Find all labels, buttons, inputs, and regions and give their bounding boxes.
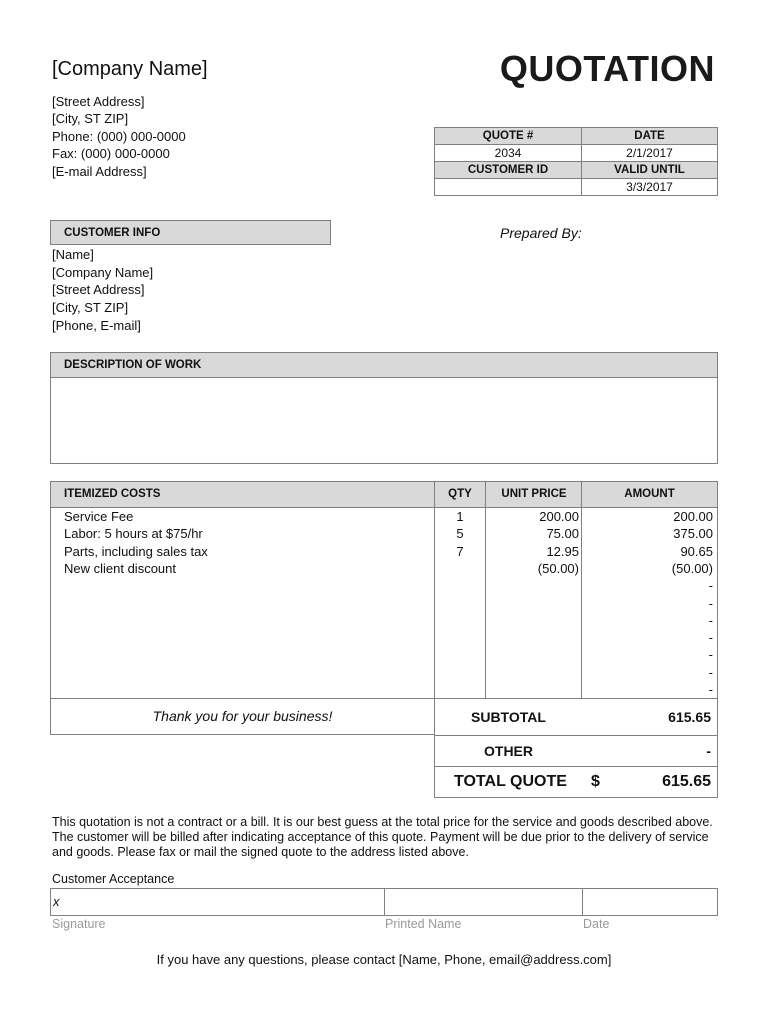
disclaimer-text: This quotation is not a contract or a bill. It is our best guess at the total price for the service and goods described above. The customer will be billed after indicating acceptance of this quote. Payment will be due prior to the delivery of service and goods. Please fax or mail the signed quote to the address listed above. — [52, 815, 713, 859]
date-value[interactable]: 2/1/2017 — [582, 145, 718, 162]
printed-name-label: Printed Name — [385, 917, 462, 931]
company-name: [Company Name] — [52, 58, 208, 80]
company-fax: Fax: (000) 000-0000 — [52, 146, 170, 161]
printed-name-field[interactable] — [385, 889, 582, 915]
item-amount[interactable]: - — [708, 595, 713, 611]
item-amount[interactable]: - — [708, 630, 713, 646]
table-row — [51, 612, 717, 630]
item-description[interactable]: New client discount — [64, 560, 176, 576]
item-amount[interactable]: 200.00 — [673, 509, 713, 524]
item-amount[interactable]: 90.65 — [680, 543, 713, 559]
table-row — [51, 543, 717, 561]
company-street: [Street Address] — [52, 94, 145, 109]
company-phone: Phone: (000) 000-0000 — [52, 129, 186, 144]
table-row — [51, 595, 717, 613]
quote-number-value[interactable]: 2034 — [435, 145, 582, 162]
itemized-costs-table — [50, 481, 718, 699]
date-label: DATE — [582, 128, 718, 145]
table-row — [51, 681, 717, 699]
total-quote-label: TOTAL QUOTE — [454, 773, 567, 790]
other-label: OTHER — [484, 743, 533, 759]
items-qty-header: QTY — [448, 488, 472, 500]
signature-label: Signature — [52, 917, 106, 931]
item-description[interactable]: Service Fee — [64, 509, 134, 524]
signature-mark: x — [53, 894, 60, 909]
customer-name[interactable]: [Name] — [52, 247, 94, 262]
item-unit-price[interactable]: 200.00 — [539, 509, 579, 524]
subtotal-value: 615.65 — [668, 709, 711, 725]
item-unit-price[interactable]: 12.95 — [546, 543, 579, 559]
total-quote-value: 615.65 — [662, 773, 711, 790]
thank-you-message: Thank you for your business! — [50, 698, 435, 735]
customer-info-header: CUSTOMER INFO — [50, 220, 331, 245]
item-amount[interactable]: - — [708, 664, 713, 680]
totals-divider — [435, 766, 717, 767]
items-amount-header: AMOUNT — [624, 488, 675, 500]
item-description[interactable]: Labor: 5 hours at $75/hr — [64, 526, 203, 542]
item-unit-price[interactable]: 75.00 — [546, 526, 579, 542]
subtotal-label: SUBTOTAL — [471, 709, 546, 725]
other-value[interactable]: - — [706, 743, 711, 759]
items-description-header: ITEMIZED COSTS — [64, 488, 161, 500]
item-qty[interactable]: 1 — [456, 509, 464, 524]
item-amount[interactable]: 375.00 — [673, 526, 713, 542]
item-qty[interactable]: 5 — [456, 526, 464, 542]
customer-acceptance-label: Customer Acceptance — [52, 872, 175, 886]
table-row — [51, 577, 717, 595]
table-row — [51, 525, 717, 543]
signature-field[interactable] — [51, 889, 384, 915]
prepared-by-label: Prepared By: — [500, 225, 582, 241]
item-amount[interactable]: - — [708, 682, 713, 697]
currency-symbol: $ — [591, 773, 600, 790]
totals-divider — [435, 735, 717, 736]
quote-info-table — [434, 127, 718, 196]
customer-id-value[interactable] — [435, 179, 582, 196]
customer-street[interactable]: [Street Address] — [52, 282, 145, 297]
customer-city[interactable]: [City, ST ZIP] — [52, 300, 129, 315]
description-of-work-body[interactable] — [51, 378, 717, 464]
document-title: QUOTATION — [499, 48, 715, 89]
item-amount[interactable]: - — [708, 612, 713, 628]
items-unit-price-header: UNIT PRICE — [501, 488, 567, 500]
table-row — [51, 664, 717, 682]
description-of-work-box — [50, 352, 718, 464]
acceptance-fields — [50, 888, 718, 916]
table-row — [51, 646, 717, 664]
company-email: [E-mail Address] — [52, 164, 147, 179]
item-amount[interactable]: - — [708, 647, 713, 663]
item-description[interactable]: Parts, including sales tax — [64, 543, 208, 559]
item-amount[interactable]: (50.00) — [671, 560, 713, 576]
quote-number-label: QUOTE # — [435, 128, 582, 145]
acceptance-date-label: Date — [583, 917, 610, 931]
valid-until-value[interactable]: 3/3/2017 — [582, 179, 718, 196]
description-of-work-header: DESCRIPTION OF WORK — [51, 353, 717, 378]
contact-line: If you have any questions, please contact [Name, Phone, email@address.com] — [156, 952, 612, 967]
table-row — [51, 560, 717, 578]
company-city: [City, ST ZIP] — [52, 111, 129, 126]
customer-company[interactable]: [Company Name] — [52, 265, 154, 280]
valid-until-label: VALID UNTIL — [582, 162, 718, 179]
item-qty[interactable]: 7 — [456, 543, 464, 559]
table-row — [51, 508, 717, 526]
item-amount[interactable]: - — [708, 578, 713, 594]
itemized-costs-header-row — [51, 482, 717, 508]
customer-id-label: CUSTOMER ID — [435, 162, 582, 179]
table-row — [51, 629, 717, 647]
acceptance-date-field[interactable] — [583, 889, 717, 915]
totals-box — [434, 698, 718, 798]
customer-contact[interactable]: [Phone, E-mail] — [52, 318, 141, 333]
item-unit-price[interactable]: (50.00) — [537, 560, 579, 576]
